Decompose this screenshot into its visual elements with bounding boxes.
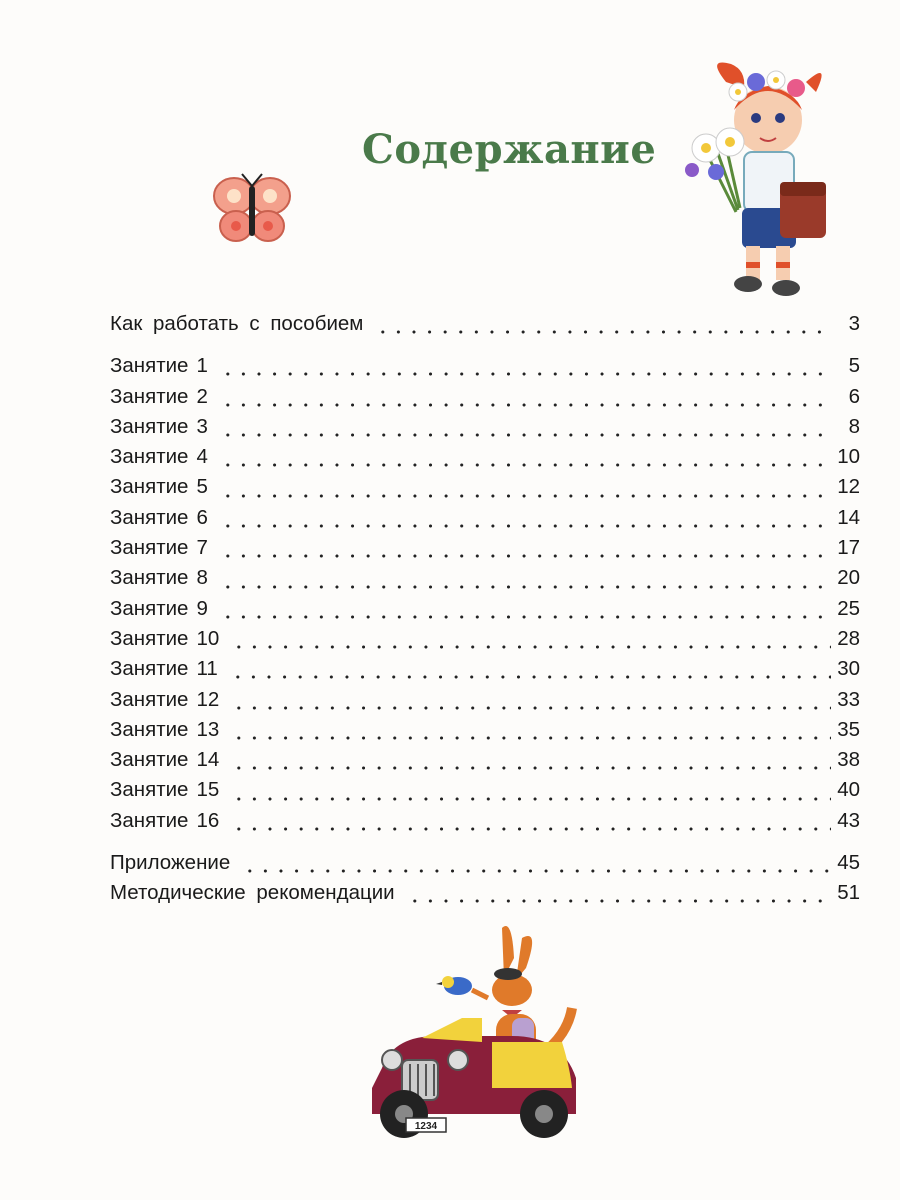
toc-leader-dots [231,736,831,740]
toc-leader-dots [220,554,831,558]
toc-leader-dots [220,615,831,619]
toc-page-number: 51 [837,881,860,905]
license-plate: 1234 [414,1121,438,1132]
toc-page-number: 17 [837,536,860,560]
toc-leader-dots [220,585,831,589]
toc-entry-number: 8 [196,566,208,590]
toc-entry-number: 2 [196,384,208,408]
toc-entry-number: 16 [196,808,220,832]
toc-entry-label: Занятие [110,505,189,529]
girl-with-flowers-icon [656,52,836,302]
toc-entry-label: Занятие [110,657,189,681]
toc-leader-dots [220,403,832,407]
toc-entry[interactable] [110,415,860,445]
toc-leader-dots [407,899,832,903]
toc-entry[interactable] [110,475,860,505]
toc-page-number: 38 [837,748,860,772]
toc-entry[interactable] [110,506,860,536]
toc-leader-dots [220,494,831,498]
toc-entry-label: Занятие [110,414,189,438]
toc-leader-dots [375,330,832,334]
toc-entry[interactable] [110,748,860,778]
toc-entry[interactable] [110,809,860,839]
toc-entry-number: 13 [196,717,220,741]
toc-entry[interactable] [110,718,860,748]
toc-leader-dots [220,433,832,437]
toc-leader-dots [231,766,831,770]
toc-entry-label: Методические рекомендации [110,881,395,905]
toc-entry[interactable] [110,312,860,342]
toc-page-number: 6 [848,384,860,408]
toc-page-number: 25 [837,596,860,620]
toc-page-number: 8 [848,414,860,438]
toc-leader-dots [231,706,831,710]
toc-entry-label: Занятие [110,778,189,802]
toc-leader-dots [242,869,831,873]
toc-entry-label: Занятие [110,566,189,590]
toc-entry-label: Занятие [110,808,189,832]
toc-entry-label: Занятие [110,687,189,711]
toc-entry-number: 14 [196,748,220,772]
toc-entry-number: 9 [196,596,208,620]
toc-entry[interactable] [110,881,860,911]
butterfly-icon [210,172,294,248]
toc-leader-dots [231,797,831,801]
toc-entry-label: Как работать с пособием [110,312,364,335]
toc-page-number: 12 [837,475,860,499]
toc-entry[interactable] [110,385,860,415]
toc-entry[interactable] [110,657,860,687]
toc-entry[interactable] [110,778,860,808]
toc-entry-number: 10 [196,626,220,650]
toc-entry-number: 6 [196,505,208,529]
toc-entry[interactable] [110,627,860,657]
toc-entry-number: 3 [196,414,208,438]
toc-entry-label: Занятие [110,596,189,620]
toc-page-number: 40 [837,778,860,802]
toc-entry-number: 4 [196,445,208,469]
toc-page-number: 45 [837,851,860,875]
toc-entry-label: Занятие [110,445,189,469]
toc-entry[interactable] [110,536,860,566]
toc-leader-dots [231,645,831,649]
toc-leader-dots [231,827,831,831]
toc-entry-number: 11 [196,657,218,681]
toc-entry-label: Приложение [110,851,231,875]
table-of-contents [110,312,860,912]
toc-page-number: 20 [837,566,860,590]
toc-entry[interactable] [110,597,860,627]
toc-entry[interactable] [110,851,860,881]
toc-leader-dots [220,524,831,528]
toc-page-number: 14 [837,505,860,529]
toc-page-number: 28 [837,626,860,650]
toc-entry-number: 7 [196,536,208,560]
toc-entry-label: Занятие [110,536,189,560]
toc-entry-label: Занятие [110,475,189,499]
kangaroo-car-icon [362,918,592,1148]
toc-entry[interactable] [110,445,860,475]
toc-page-number: 10 [837,445,860,469]
toc-page-number: 30 [837,657,860,681]
toc-entry-label: Занятие [110,626,189,650]
toc-page-number: 43 [837,808,860,832]
toc-entry-number: 15 [196,778,220,802]
toc-leader-dots [220,463,831,467]
toc-entry[interactable] [110,354,860,384]
toc-entry-label: Занятие [110,384,189,408]
toc-entry-label: Занятие [110,748,189,772]
page-title: Содержание [362,126,657,173]
toc-leader-dots [220,372,832,376]
toc-page-number: 33 [837,687,860,711]
toc-entry-label: Занятие [110,354,189,378]
toc-entry-number: 12 [196,687,220,711]
toc-entry[interactable] [110,566,860,596]
toc-leader-dots [230,675,831,679]
toc-page-number: 5 [848,354,860,378]
toc-entry-number: 1 [196,354,208,378]
toc-entry-number: 5 [196,475,208,499]
toc-page-number: 35 [837,717,860,741]
toc-entry[interactable] [110,688,860,718]
toc-page-number: 3 [848,312,860,335]
toc-entry-label: Занятие [110,717,189,741]
